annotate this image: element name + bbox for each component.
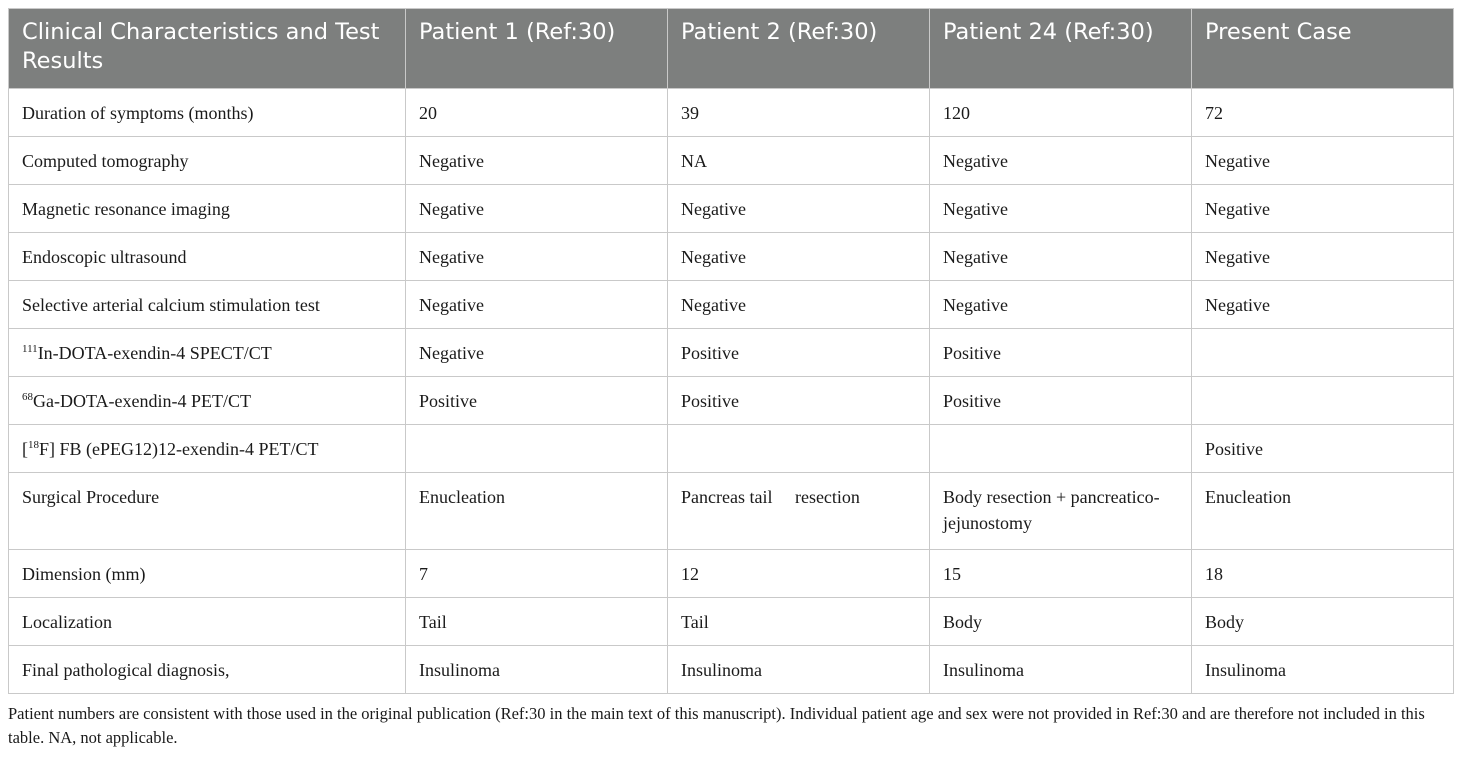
table-cell: Negative xyxy=(668,185,930,233)
table-cell: Negative xyxy=(1192,281,1454,329)
row-label: Endoscopic ultrasound xyxy=(22,247,187,267)
header-cell: Clinical Characteristics and Test Results xyxy=(9,9,406,89)
table-cell: Negative xyxy=(930,281,1192,329)
table-cell: Insulinoma xyxy=(668,646,930,694)
table-cell: Negative xyxy=(668,281,930,329)
row-label: Computed tomography xyxy=(22,151,189,171)
table-row xyxy=(9,646,1454,694)
table-cell: Positive xyxy=(406,377,668,425)
row-label: F] FB (ePEG12)12-exendin-4 PET/CT xyxy=(39,439,319,459)
header-cell: Patient 24 (Ref:30) xyxy=(930,9,1192,89)
table-cell xyxy=(930,425,1192,473)
table-cell: Body xyxy=(930,598,1192,646)
row-label-cell xyxy=(9,646,406,694)
row-label: In-DOTA-exendin-4 SPECT/CT xyxy=(37,343,272,363)
table-cell: Body resection + pancreatico-jejunostomy xyxy=(930,473,1192,550)
table-cell: 12 xyxy=(668,550,930,598)
table-cell: Insulinoma xyxy=(1192,646,1454,694)
header-cell: Patient 1 (Ref:30) xyxy=(406,9,668,89)
row-label: Surgical Procedure xyxy=(22,487,160,507)
table-cell: Body xyxy=(1192,598,1454,646)
table-cell: Insulinoma xyxy=(406,646,668,694)
table-row xyxy=(9,281,1454,329)
table-row xyxy=(9,425,1454,473)
table-cell: Negative xyxy=(406,185,668,233)
row-label: Final pathological diagnosis, xyxy=(22,660,230,680)
table-row xyxy=(9,329,1454,377)
table-cell: Negative xyxy=(1192,185,1454,233)
row-label-cell xyxy=(9,89,406,137)
row-label-cell xyxy=(9,550,406,598)
table-cell: Negative xyxy=(406,137,668,185)
table-footnote: Patient numbers are consistent with those used in the original publication (Ref:30 in the main text of this manuscript). Individual patient age and sex were not provided in Ref:30 and are therefore not included in this table. NA, not applicable. xyxy=(8,704,1425,747)
table-cell: Pancreas tail resection xyxy=(668,473,930,550)
table-cell: Positive xyxy=(1192,425,1454,473)
table-cell: 39 xyxy=(668,89,930,137)
row-label: Ga-DOTA-exendin-4 PET/CT xyxy=(33,391,252,411)
row-label: Dimension (mm) xyxy=(22,564,146,584)
table-cell: Enucleation xyxy=(406,473,668,550)
table-cell: Negative xyxy=(406,329,668,377)
table-cell xyxy=(1192,329,1454,377)
row-label-cell xyxy=(9,281,406,329)
row-label: Selective arterial calcium stimulation test xyxy=(22,295,320,315)
header-cell: Present Case xyxy=(1192,9,1454,89)
row-label-cell xyxy=(9,137,406,185)
table-cell: 7 xyxy=(406,550,668,598)
row-label-cell xyxy=(9,233,406,281)
table-cell xyxy=(668,425,930,473)
row-label-cell xyxy=(9,473,406,550)
table-cell: Tail xyxy=(406,598,668,646)
table-cell: Insulinoma xyxy=(930,646,1192,694)
table-row xyxy=(9,137,1454,185)
table-cell: Negative xyxy=(1192,137,1454,185)
table-row xyxy=(9,550,1454,598)
table-cell: 20 xyxy=(406,89,668,137)
row-label-prefix: [ xyxy=(22,439,28,459)
row-label-cell xyxy=(9,598,406,646)
table-row xyxy=(9,89,1454,137)
table-cell: Negative xyxy=(1192,233,1454,281)
row-label: Localization xyxy=(22,612,112,632)
table-cell: Positive xyxy=(930,329,1192,377)
row-label: Duration of symptoms (months) xyxy=(22,103,254,123)
table-container xyxy=(8,8,1453,694)
table-cell: Negative xyxy=(668,233,930,281)
table-row xyxy=(9,473,1454,550)
row-label-cell xyxy=(9,329,406,377)
table-row xyxy=(9,233,1454,281)
table-cell: Negative xyxy=(406,233,668,281)
table-cell: 18 xyxy=(1192,550,1454,598)
table-cell: Positive xyxy=(668,377,930,425)
table-cell: Positive xyxy=(668,329,930,377)
table-row xyxy=(9,377,1454,425)
table-cell: Positive xyxy=(930,377,1192,425)
row-label-cell xyxy=(9,185,406,233)
header-cell: Patient 2 (Ref:30) xyxy=(668,9,930,89)
isotope-superscript: 18 xyxy=(28,439,39,451)
table-cell xyxy=(406,425,668,473)
table-row xyxy=(9,185,1454,233)
clinical-comparison-table xyxy=(8,8,1454,694)
row-label-cell xyxy=(9,425,406,473)
table-cell: 120 xyxy=(930,89,1192,137)
table-cell: Tail xyxy=(668,598,930,646)
table-cell: Enucleation xyxy=(1192,473,1454,550)
table-cell: Negative xyxy=(930,137,1192,185)
table-cell: Negative xyxy=(930,233,1192,281)
table-cell: 15 xyxy=(930,550,1192,598)
isotope-superscript: 111 xyxy=(22,343,38,355)
table-cell xyxy=(1192,377,1454,425)
table-cell: Negative xyxy=(930,185,1192,233)
isotope-superscript: 68 xyxy=(22,391,33,403)
table-cell: 72 xyxy=(1192,89,1454,137)
row-label: Magnetic resonance imaging xyxy=(22,199,230,219)
table-row xyxy=(9,598,1454,646)
table-cell: NA xyxy=(668,137,930,185)
table-header-row xyxy=(9,9,1454,89)
table-cell: Negative xyxy=(406,281,668,329)
row-label-cell xyxy=(9,377,406,425)
